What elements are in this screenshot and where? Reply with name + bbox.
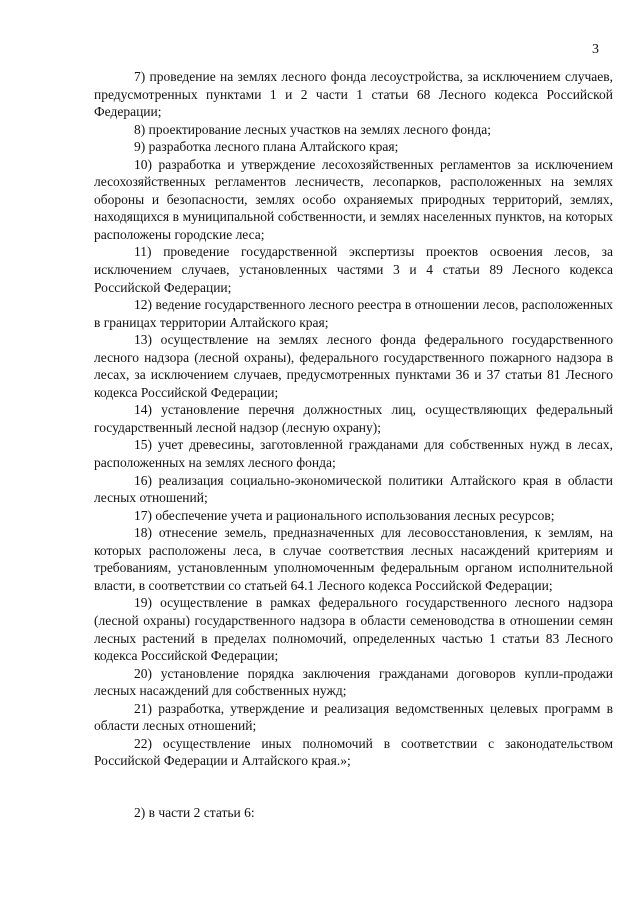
paragraph-item-16: 16) реализация социально-экономической политики Алтайского края в области лесных отношений; — [94, 472, 613, 506]
paragraph-item-8: 8) проектирование лесных участков на землях лесного фонда; — [134, 121, 492, 137]
paragraph-item-10: 10) разработка и утверждение лесохозяйственных регламентов за исключением лесохозяйственных регламентов лесничеств, лесопарков, расположенных на землях обороны и безопасности, землях особо охраняемых природных территорий, землях, находящихся в муниципальной собственности, и землях населенных пунктов, на которых расположены городские леса; — [94, 156, 613, 242]
paragraph-item-7: 7) проведение на землях лесного фонда лесоустройства, за исключением случаев, предусмотренных пунктами 1 и 2 части 1 статьи 68 Лесного кодекса Российской Федерации; — [94, 69, 613, 120]
paragraph-item-21: 21) разработка, утверждение и реализация ведомственных целевых программ в области лесных отношений; — [94, 700, 613, 734]
paragraph-item-13: 13) осуществление на землях лесного фонда федерального государственного лесного надзора (лесной охраны), федерального государственного пожарного надзора в лесах, за исключением случаев, предусмотренных пунктами 36 и 37 статьи 81 Лесного кодекса Российской Федерации; — [94, 332, 613, 400]
document-body — [94, 68, 613, 821]
paragraph-item-18: 18) отнесение земель, предназначенных для лесовосстановления, к землям, на которых расположены леса, в случае соответствия лесных насаждений критериям и требованиям, установленным уполномоченным федеральным органом исполнительной власти, в соответствии со статьей 64.1 Лесного кодекса Российской Федерации; — [94, 525, 613, 593]
paragraph-item-9: 9) разработка лесного плана Алтайского края; — [134, 139, 399, 155]
paragraph-item-15: 15) учет древесины, заготовленной гражданами для собственных нужд в лесах, расположенных на землях лесного фонда; — [94, 437, 613, 471]
page-number: 3 — [592, 42, 599, 57]
paragraph-part-2-article-6: 2) в части 2 статьи 6: — [134, 804, 255, 820]
paragraph-item-12: 12) ведение государственного лесного реестра в отношении лесов, расположенных в границах территории Алтайского края; — [94, 297, 613, 330]
paragraph-item-22: 22) осуществление иных полномочий в соответствии с законодательством Российской Федерации и Алтайского края.»; — [94, 735, 613, 769]
paragraph-item-17: 17) обеспечение учета и рационального использования лесных ресурсов; — [134, 507, 555, 523]
paragraph-item-11: 11) проведение государственной экспертизы проектов освоения лесов, за исключением случаев, установленных частями 3 и 4 статьи 89 Лесного кодекса Российской Федерации; — [94, 244, 613, 295]
paragraph-item-20: 20) установление порядка заключения гражданами договоров купли-продажи лесных насаждений для собственных нужд; — [94, 665, 613, 699]
paragraph-item-19: 19) осуществление в рамках федерального государственного лесного надзора (лесной охраны) государственного надзора в области семеноводства в отношении семян лесных растений в пределах полномочий, определенных частью 1 статьи 83 Лесного кодекса Российской Федерации; — [94, 595, 613, 664]
paragraph-item-14: 14) установление перечня должностных лиц, осуществляющих федеральный государственный лесной надзор (лесную охрану); — [94, 402, 613, 435]
